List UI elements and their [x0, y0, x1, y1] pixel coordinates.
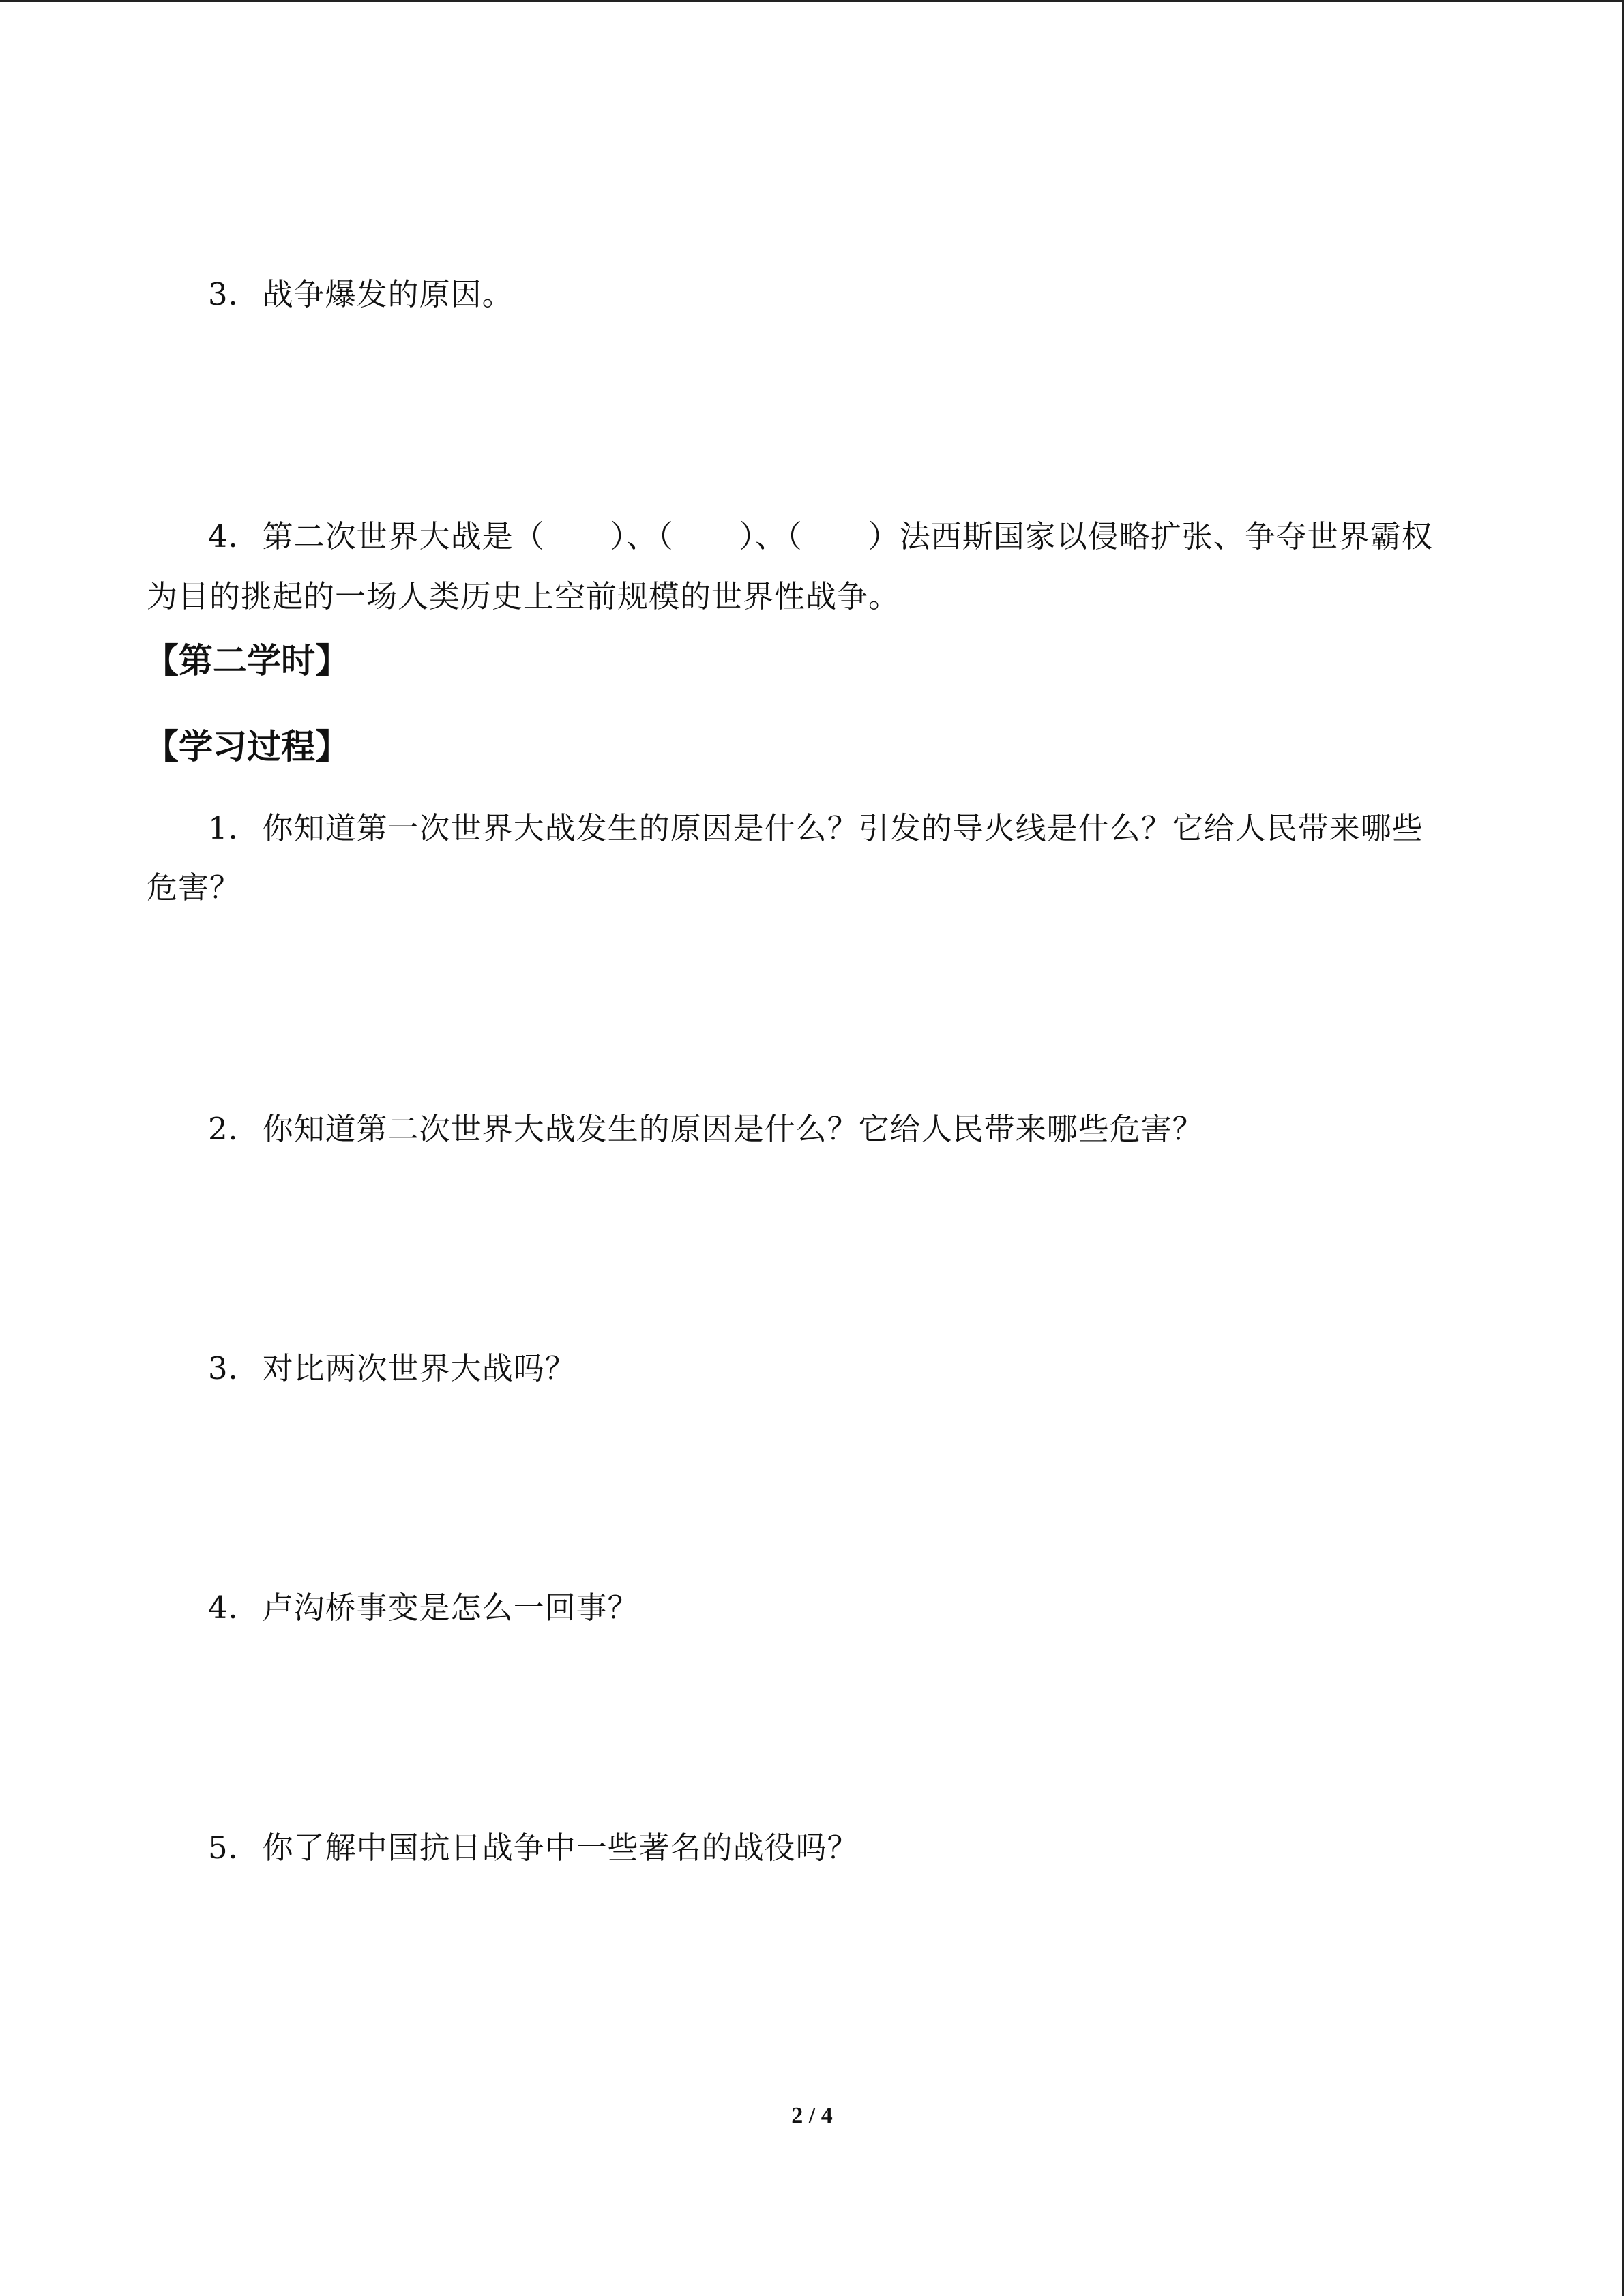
- question-3-war-causes: [208, 274, 514, 315]
- question-text: 你知道第二次世界大战发生的原因是什么？它给人民带来哪些危害？: [262, 1111, 1204, 1147]
- question-number: 4．: [208, 518, 260, 554]
- process-question-2: [208, 1109, 1204, 1150]
- question-number: 5．: [208, 1830, 260, 1866]
- question-4-fill-blank-line1: [208, 516, 1433, 557]
- question-text: 卢沟桥事变是怎么一回事？: [262, 1590, 639, 1626]
- question-text-part-c: ）、（: [739, 518, 803, 554]
- question-text: 对比两次世界大战吗？: [262, 1350, 576, 1386]
- question-text: 战争爆发的原因。: [262, 276, 514, 312]
- question-number: 4．: [208, 1590, 260, 1626]
- process-question-1-line1: [208, 808, 1423, 849]
- page-top-border: [0, 0, 1624, 2]
- page-number: 2 / 4: [791, 2103, 833, 2128]
- question-text-part-a: 第二次世界大战是（: [262, 518, 545, 554]
- question-text-part-b: ）、（: [610, 518, 674, 554]
- question-text-part-d: ）法西斯国家以侵略扩张、争夺世界霸权: [868, 518, 1433, 554]
- question-4-fill-blank-line2: 为目的挑起的一场人类历史上空前规模的世界性战争。: [147, 578, 900, 614]
- question-number: 3．: [208, 276, 260, 312]
- section-heading-lesson-2: 【第二学时】: [145, 641, 349, 681]
- question-text: 你知道第一次世界大战发生的原因是什么？引发的导火线是什么？它给人民带来哪些: [262, 810, 1423, 846]
- process-question-1-line2: 危害？: [147, 869, 241, 906]
- process-question-4: [208, 1587, 639, 1628]
- question-number: 1．: [208, 810, 260, 846]
- process-question-5: [208, 1828, 859, 1868]
- question-text: 你了解中国抗日战争中一些著名的战役吗？: [262, 1830, 859, 1866]
- section-heading-learning-process: 【学习过程】: [145, 727, 349, 766]
- question-number: 3．: [208, 1350, 260, 1386]
- process-question-3: [208, 1348, 576, 1389]
- question-number: 2．: [208, 1111, 260, 1147]
